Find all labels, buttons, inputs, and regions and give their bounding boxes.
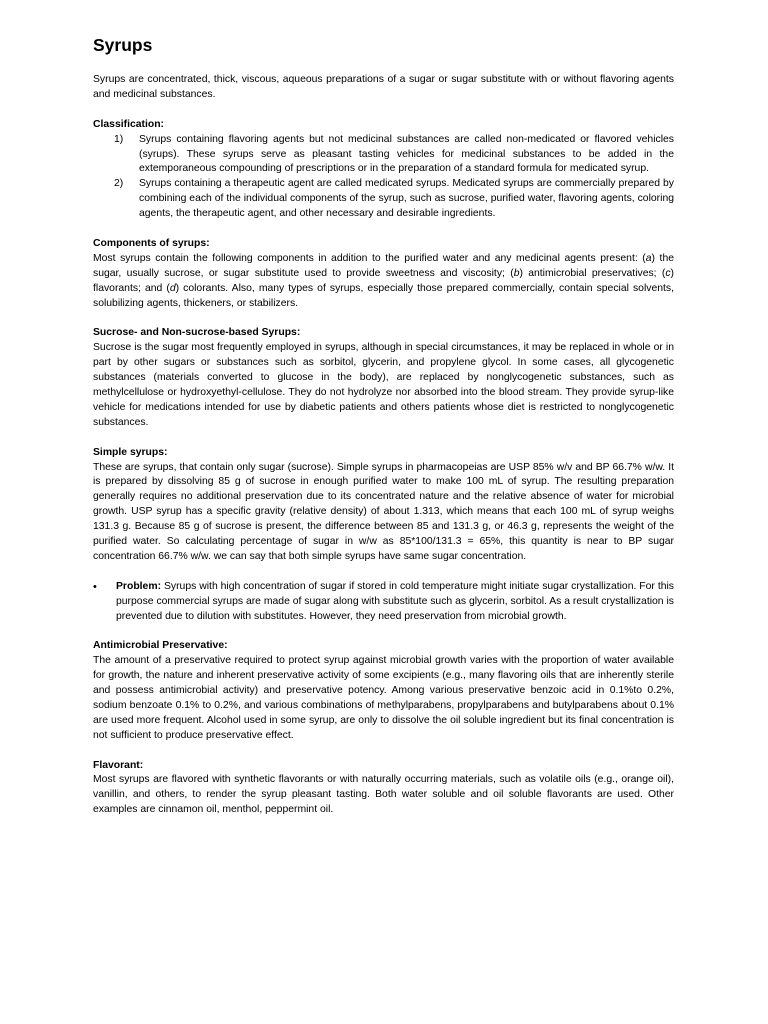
intro-paragraph: Syrups are concentrated, thick, viscous, aqueous preparations of a sugar or sugar substitute with or without flavoring agents and medicinal substances. bbox=[93, 74, 674, 100]
list-item-text: Syrups containing a therapeutic agent are called medicated syrups. Medicated syrups are commercially prepared by combining each of the individual components of the syrup, such as sucrose, purified water, flavoring agents, coloring agents, the therapeutic agent, and other necessary and desirable ingredients. bbox=[139, 178, 674, 220]
page-title: Syrups bbox=[93, 35, 153, 55]
list-item bbox=[93, 133, 674, 178]
sucrose-paragraph: Sucrose is the sugar most frequently employed in syrups, although in special circumstances, it may be replaced in whole or in part by other sugars or substances such as sorbitol, glycerin, and propylene glycol. In some cases, all glycogenetic substances (materials converted to glucose in the body), are replaced by nonglycogenetic substances, such as methylcellulose or hydroxyethyl-cellulose. They do not hydrolyze nor absorbed into the blood stream. They provide syrup-like vehicle for medications intended for use by diabetic patients and others patients whose diet is restricted to nonglycogenetic substances. bbox=[93, 342, 674, 428]
flavorant-paragraph: Most syrups are flavored with synthetic flavorants or with naturally occurring materials, such as volatile oils (e.g., orange oil), vanillin, and others, to render the syrup pleasant tasting. Both water soluble and oil soluble flavorants are used. Other examples are cinnamon oil, menthol, peppermint oil. bbox=[93, 774, 674, 816]
simple-syrups-heading: Simple syrups: bbox=[93, 446, 168, 458]
classification-heading: Classification: bbox=[93, 118, 165, 130]
problem-text: Problem: Syrups with high concentration of sugar if stored in cold temperature might initiate sugar crystallization. For this purpose commercial syrups are made of sugar along with substitute such as glycerin, sorbitol. As a result crystallization is prevented due to dilution with substitutes. However, they need preservation from microbial growth. bbox=[116, 580, 674, 622]
flavorant-heading: Flavorant: bbox=[93, 759, 144, 771]
components-paragraph: Most syrups contain the following components in addition to the purified water and any medicinal agents present: (a) the sugar, usually sucrose, or sugar substitute used to provide sweetness and viscosity; (b) antimicrobial preservatives; (c) flavorants; and (d) colorants. Also, many types of syrups, especially those prepared commercially, contain special solvents, solubilizing agents, thickeners, or stabilizers. bbox=[93, 252, 675, 309]
problem-label: Problem: bbox=[116, 580, 162, 592]
simple-syrups-paragraph: These are syrups, that contain only sugar (sucrose). Simple syrups in pharmacopeias are USP 85% w/v and BP 66.7% w/w. It is prepared by dissolving 85 g of sucrose in enough purified water to make 100 mL of syrup. The resulting preparation generally requires no additional preservation due to its concentrated nature and the relative absence of water for microbial growth. USP syrup has a specific gravity (relative density) of about 1.313, which means that each 100 mL of syrup weighs 131.3 g. Because 85 g of sucrose is present, the difference between 85 and 131.3 g, or 46.3 g, represents the weight of the purified water. So calculating percentage of sugar in w/w as 85*100/131.3 = 65%, this quantity is near to BP sugar concentration 66.7% w/w. we can say that both simple syrups have same sugar concentration. bbox=[93, 461, 674, 562]
antimicrobial-heading: Antimicrobial Preservative: bbox=[93, 640, 228, 652]
components-heading: Components of syrups: bbox=[93, 237, 210, 249]
bullet-icon: • bbox=[93, 580, 97, 593]
list-item-text: Syrups containing flavoring agents but not medicinal substances are called non-medicated or flavored vehicles (syrups). These syrups serve as pleasant tasting vehicles for medicinal substances to be added in the extemporaneous compounding of prescriptions or in the preparation of a standard formula for medicated syrup. bbox=[139, 133, 674, 175]
list-number: 2) bbox=[114, 178, 124, 190]
classification-list bbox=[93, 133, 674, 222]
sucrose-heading: Sucrose- and Non-sucrose-based Syrups: bbox=[93, 327, 301, 339]
list-number: 1) bbox=[114, 133, 124, 145]
list-item bbox=[93, 177, 674, 222]
problem-bullet bbox=[93, 580, 674, 625]
antimicrobial-paragraph: The amount of a preservative required to protect syrup against microbial growth varies with the proportion of water available for growth, the nature and inherent preservative activity of some excipients (e.g., many flavoring oils that are inherently sterile and possess antimicrobial activity) and preservative potency. Among various preservative benzoic acid in 0.1%to 0.2%, sodium benzoate 0.1% to 0.2%, and various combinations of methylparabens, propylparabens and butylparabens about 0.1% are used more frequent. Alcohol used in some syrup, are only to dissolve the oil soluble ingredient but its final concentration is not sufficient to produce preservative effect. bbox=[93, 655, 674, 741]
